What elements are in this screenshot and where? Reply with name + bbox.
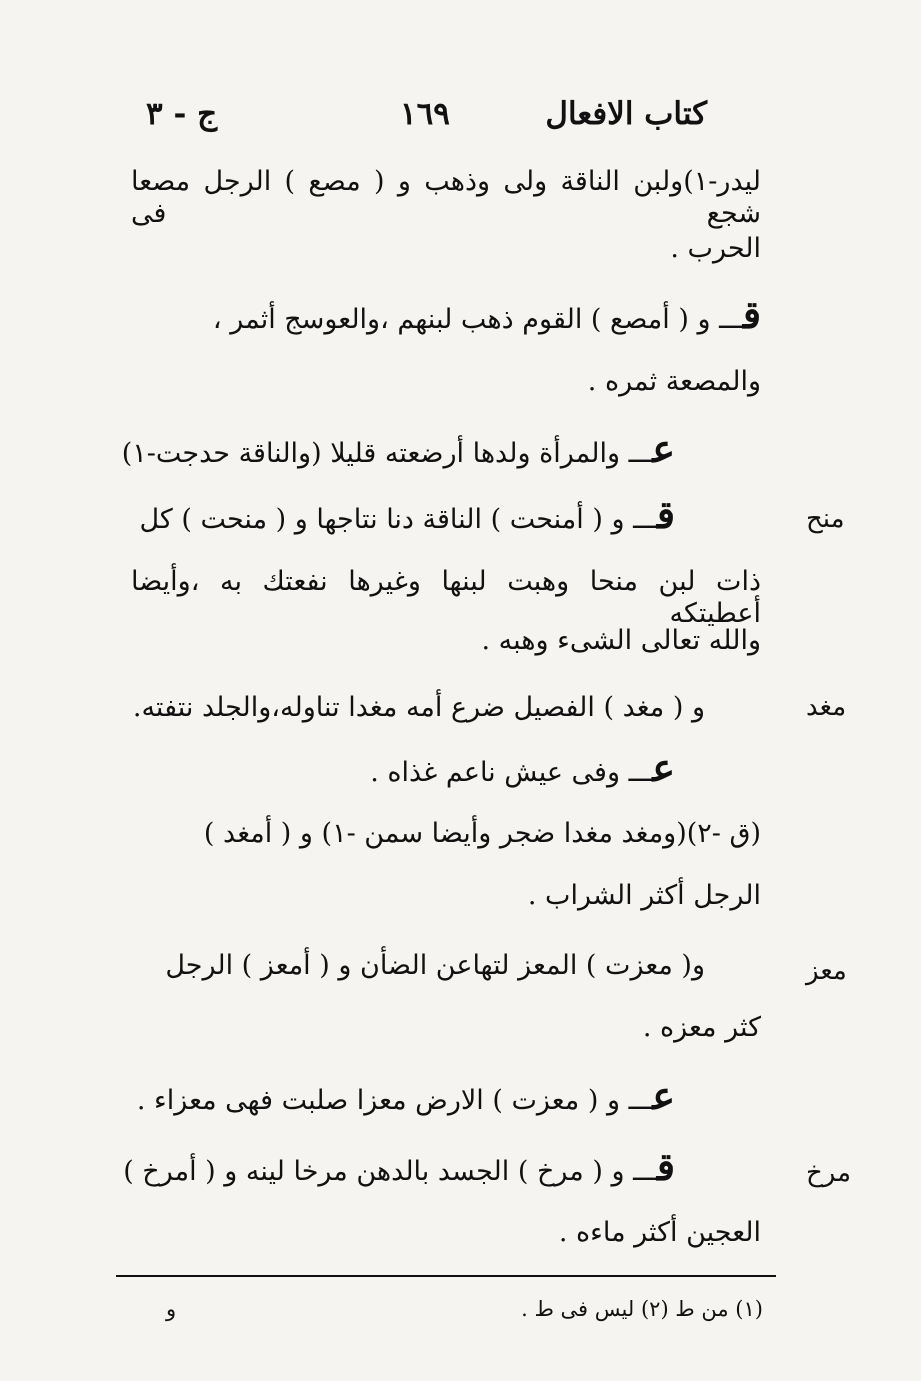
entry-marker: ع	[652, 426, 675, 471]
margin-word-4: مرخ	[806, 1158, 852, 1188]
entry-marker: ع	[652, 1073, 675, 1118]
text-line-17: العجين أكثر ماءه .	[558, 1217, 761, 1248]
margin-word-3: معز	[806, 956, 847, 986]
text-line-7: ذات لبن منحا وهبت لبنها وغيرها نفعتك به ،وأيضا أعطيتكه	[131, 566, 761, 629]
entry-marker: ع	[652, 745, 675, 790]
entry-marker: ق	[742, 292, 761, 337]
catchword: و	[166, 1297, 177, 1321]
text-line-16: قـــ و ( مرخ ) الجسد بالدهن مرخا لينه و ( أمرخ )	[123, 1144, 675, 1189]
page-number: ١٦٩	[400, 96, 450, 132]
text-line-6: قـــ و ( أمنحت ) الناقة دنا نتاجها و ( منحت ) كل	[139, 492, 675, 537]
text-line-5: عـــ والمرأة ولدها أرضعته قليلا (والناقة حدجت-١)	[121, 426, 675, 471]
footnote: (١) من ط (٢) ليس فى ط .	[521, 1297, 763, 1321]
volume-number: ج - ٣	[146, 96, 218, 132]
text-line-10: عـــ وفى عيش ناعم غذاه .	[370, 745, 675, 790]
text-line-14: كثر معزه .	[642, 1012, 761, 1043]
text-line-1: ليدر-١)ولبن الناقة ولى وذهب و ( مصع ) الرجل مصعا شجع فى	[131, 166, 761, 229]
text-line-11: (ق -٢)(ومغد مغدا ضجر وأيضا سمن -١) و ( أمغد )	[203, 818, 761, 849]
margin-word-1: منح	[806, 504, 845, 534]
footnote-divider	[116, 1275, 776, 1277]
entry-marker: ق	[656, 1144, 675, 1189]
text-line-13: و( معزت ) المعز لتهاعن الضأن و ( أمعز ) الرجل	[165, 950, 705, 981]
text-line-4: والمصعة ثمره .	[587, 366, 761, 397]
text-line-3: قـــ و ( أمصع ) القوم ذهب لبنهم ،والعوسج أثمر ،	[212, 292, 761, 337]
text-line-9: و ( مغد ) الفصيل ضرع أمه مغدا تناوله،والجلد نتفته.	[132, 692, 705, 723]
margin-word-2: مغد	[806, 692, 847, 722]
text-line-8: والله تعالى الشىء وهبه .	[481, 625, 761, 656]
book-title: كتاب الافعال	[545, 96, 707, 132]
text-line-15: عـــ و ( معزت ) الارض معزا صلبت فهى معزاء .	[136, 1073, 675, 1118]
text-line-2: الحرب .	[670, 233, 761, 264]
entry-marker: ق	[656, 492, 675, 537]
text-line-12: الرجل أكثر الشراب .	[527, 880, 761, 911]
